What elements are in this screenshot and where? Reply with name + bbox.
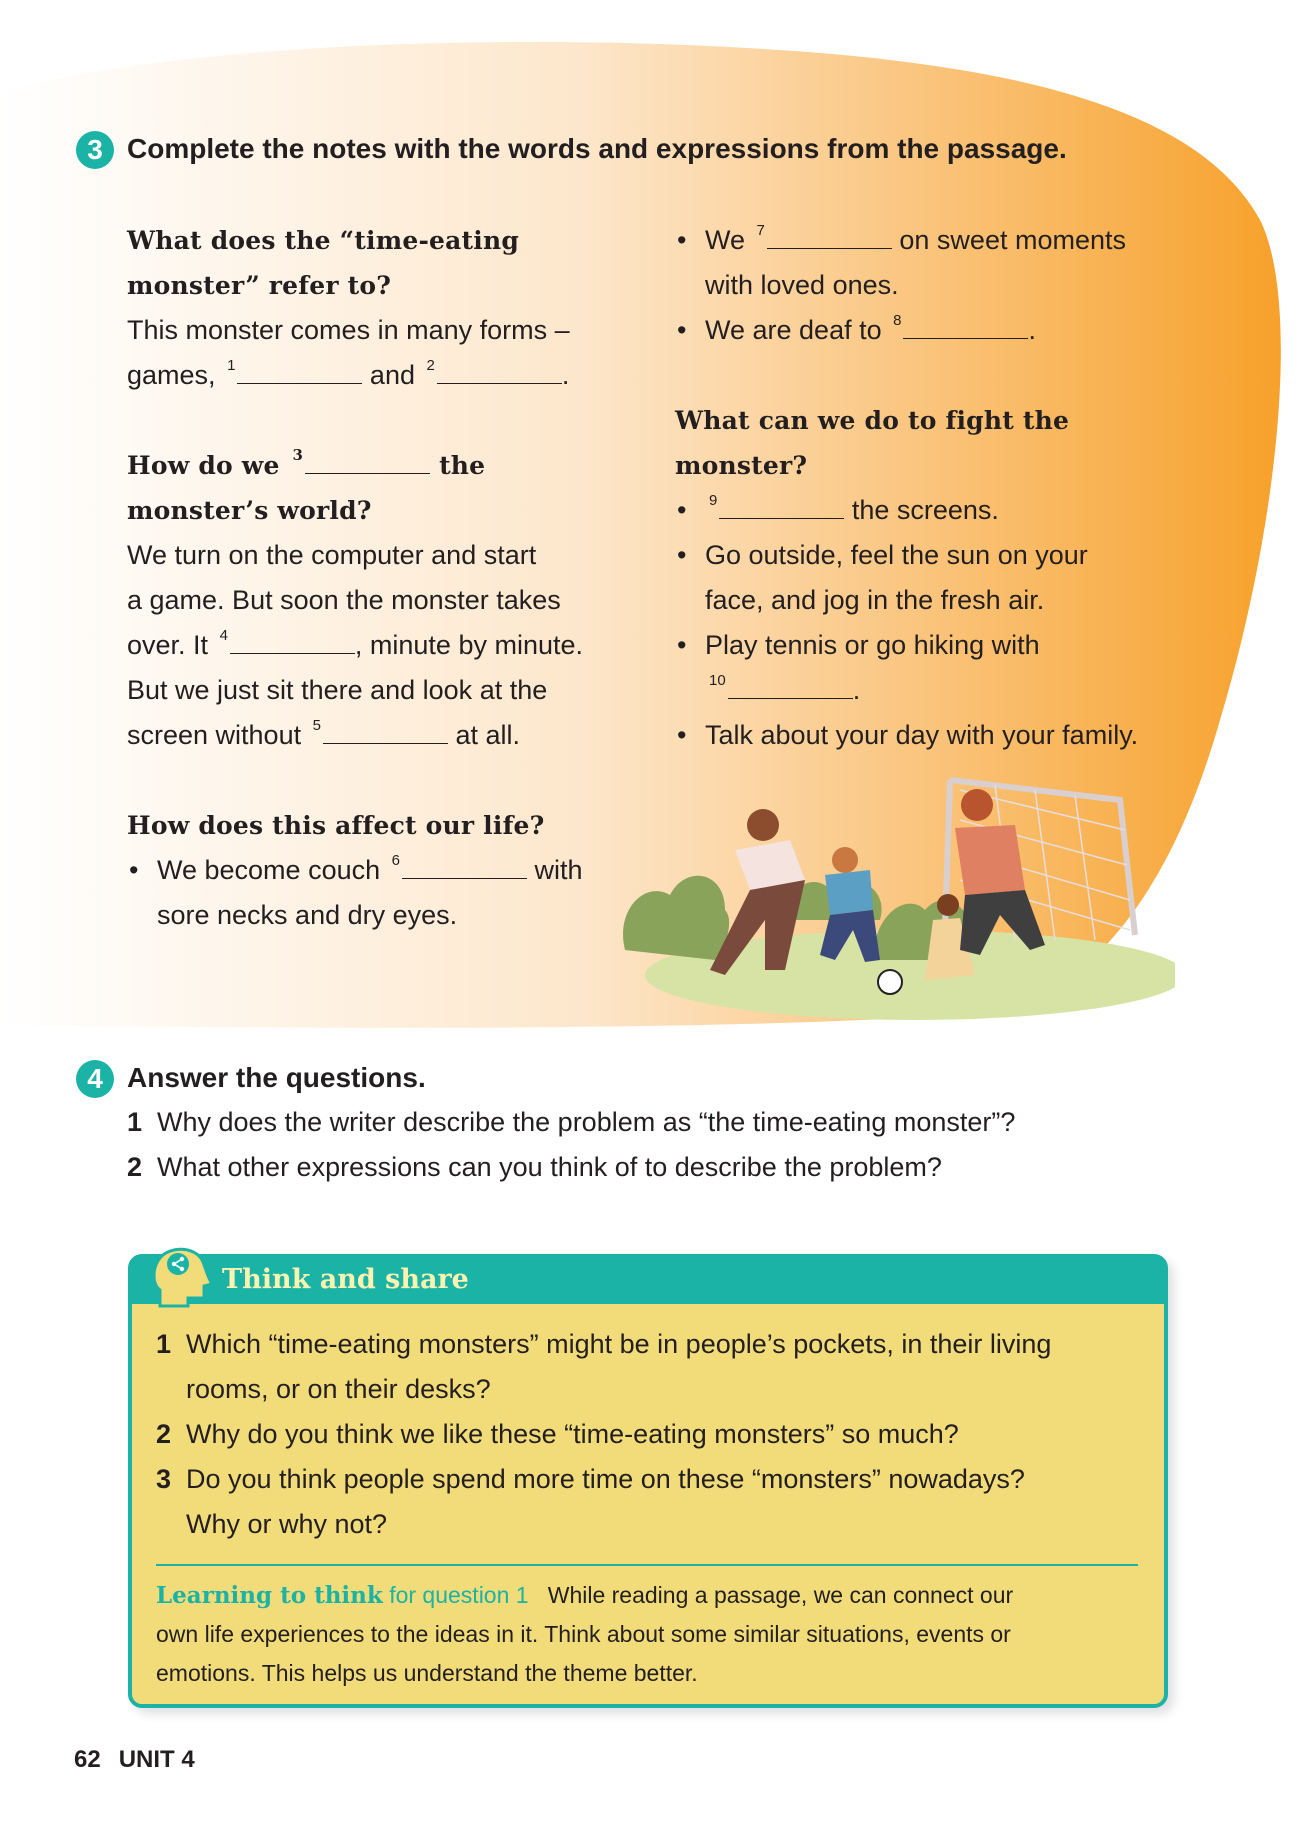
list-item: • We are deaf to $^8$ . (675, 308, 1195, 353)
soccer-ball (878, 970, 902, 994)
blank-8[interactable] (903, 316, 1028, 339)
blank-7[interactable] (767, 226, 892, 249)
learning-to-think-title: Learning to think (156, 1582, 383, 1609)
list-item: • We $^7$ on sweet moments with loved ones. (675, 218, 1195, 308)
fight-monster-list (675, 488, 1195, 758)
bush-left (623, 876, 729, 960)
blank-9[interactable] (719, 496, 844, 519)
divider (156, 1564, 1138, 1566)
page-number: 62 (74, 1746, 101, 1773)
blank-1[interactable] (237, 361, 362, 384)
page-footer (74, 1746, 195, 1774)
heading-affect-life: How does this affect our life? (127, 811, 545, 840)
think-and-share-questions (156, 1322, 1146, 1547)
share-head-icon (150, 1244, 214, 1310)
paragraph-game-line1: We turn on the computer and start (127, 540, 537, 570)
family-football-illustration (615, 770, 1175, 1035)
list-item: 2 Why do you think we like these “time-eating monsters” so much? (156, 1419, 959, 1449)
task-4-number-badge: 4 (76, 1060, 114, 1098)
paragraph-game-line4: But we just sit there and look at the (127, 675, 548, 705)
list-item: 2 What other expressions can you think of to describe the problem? (127, 1152, 942, 1182)
list-item: • Play tennis or go hiking with $^{10}$ . (675, 623, 1195, 713)
task-4-questions (127, 1100, 1015, 1190)
task-3-number-badge: 3 (76, 131, 114, 169)
task-3-instruction: Complete the notes with the words and expressions from the passage. (127, 133, 1067, 164)
task-4-instruction: Answer the questions. (127, 1062, 426, 1093)
unit-label: UNIT 4 (118, 1746, 195, 1773)
list-item: • $^9$ the screens. (675, 488, 1195, 533)
blank-5[interactable] (323, 721, 448, 744)
blank-6[interactable] (402, 856, 527, 879)
affect-life-list (127, 848, 647, 938)
heading-enter-world: How do we $^3$ the (127, 446, 486, 480)
blank-2[interactable] (437, 361, 562, 384)
notes-right-column (675, 218, 1195, 758)
blank-3[interactable] (305, 451, 430, 474)
think-and-share-title: Think and share (222, 1264, 469, 1295)
paragraph-game-line5: screen without $^5$ at all. (127, 717, 521, 750)
affect-life-list-cont (675, 218, 1195, 353)
list-item: • Talk about your day with your family. (675, 713, 1195, 758)
list-item: • Go outside, feel the sun on your face, and jog in the fresh air. (675, 533, 1195, 623)
heading-fight-monster: What can we do to fight the monster? (675, 406, 1070, 480)
list-item: 1 Which “time-eating monsters” might be in people’s pockets, in their living rooms, or on their desks? (156, 1329, 1052, 1404)
heading-enter-world-line2: monster’s world? (127, 496, 372, 525)
notes-left-column (127, 218, 647, 938)
paragraph-forms: This monster comes in many forms – (127, 315, 570, 345)
father-figure (955, 789, 1045, 955)
heading-monster-refer: What does the “time-eating monster” refer to? (127, 226, 520, 300)
paragraph-game-line3: over. It $^4$ , minute by minute. (127, 627, 584, 660)
blank-10[interactable] (728, 676, 853, 699)
paragraph-game-line2: a game. But soon the monster takes (127, 585, 561, 615)
paragraph-forms-line2: games, $^1$ and $^2$ . (127, 357, 570, 390)
learning-to-think-target: for question 1 (389, 1582, 529, 1608)
list-item: 1 Why does the writer describe the problem as “the time-eating monster”? (127, 1107, 1016, 1137)
think-and-share-box (128, 1254, 1168, 1708)
list-item: 3 Do you think people spend more time on these “monsters” nowadays? Why or why not? (156, 1464, 1025, 1539)
blank-4[interactable] (230, 631, 355, 654)
learning-to-think-note: Learning to think for question 1 While reading a passage, we can connect our own life experiences to the ideas in it. Think about some similar situations, events or emotions. This helps us understand the theme better. (156, 1582, 1014, 1686)
list-item: • We become couch $^6$ with sore necks and dry eyes. (127, 848, 647, 938)
